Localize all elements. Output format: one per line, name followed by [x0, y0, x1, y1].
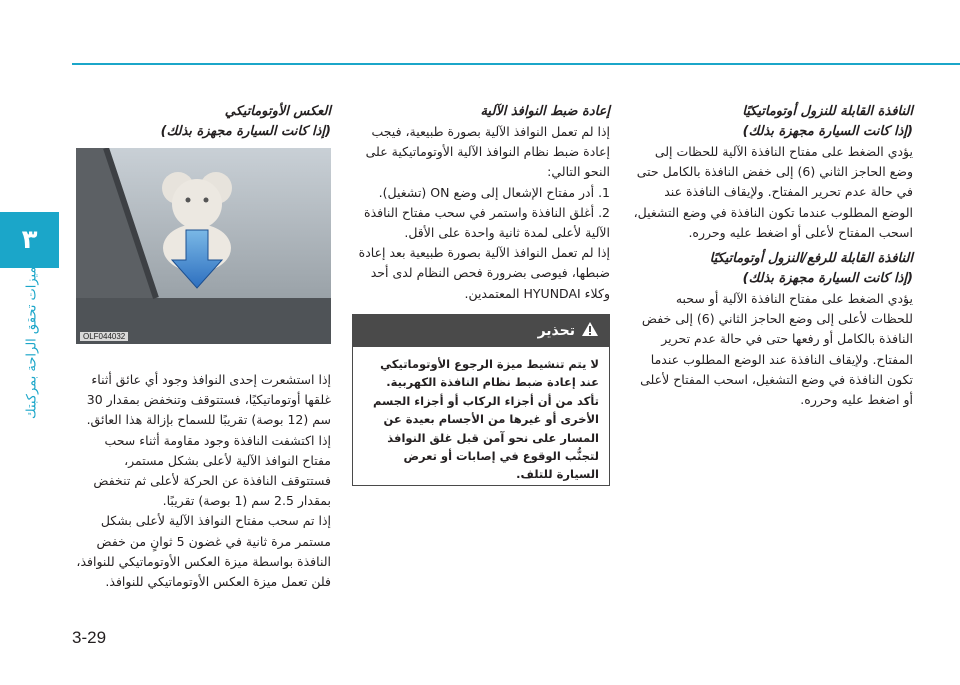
- right-column: [633, 102, 913, 410]
- paragraph-auto-reverse-2: إذا اكتشفت النافذة وجود مقاومة أثناء سحب مفتاح النوافذ الآلية لأعلى بشكل مستمر، فستتوقف النافذة عن الحركة لأعلى ثم تنخفض بمقدار 2.5 سم (1 بوصة) تقريبًا.: [93, 432, 331, 509]
- paragraph-auto-down: يؤدي الضغط على مفتاح النافذة الآلية للحظات إلى وضع الحاجز الثاني (6) إلى خفض النافذة بالكامل حتى في حالة عدم تحرير المفتاح. ولإيقاف النافذة عند الوضع المطلوب عندما تكون النافذة في وضع التشغيل، اسحب المفتاح لأعلى أو اضغط عليه وحرره.: [633, 144, 913, 240]
- heading-reset: إعادة ضبط النوافذ الآلية: [480, 104, 610, 119]
- paragraph-auto-reverse-1: إذا استشعرت إحدى النوافذ وجود أي عائق أثناء غلقها أوتوماتيكيًا، فستتوقف وتنخفض بمقدار 30 سم (12 بوصة) تقريبًا للسماح بإزالة هذا العائق.: [86, 372, 331, 428]
- heading-auto-up-down: النافذة القابلة للرفع/النزول أوتوماتيكيًا: [709, 251, 913, 267]
- warning-triangle-icon: [581, 321, 599, 341]
- section-number: ٣: [21, 225, 38, 255]
- warning-header: [353, 315, 609, 347]
- reset-step-2: 2. أغلق النافذة واستمر في سحب مفتاح النافذة الآلية لأعلى لمدة ثانية واحدة على الأقل.: [364, 204, 610, 241]
- window-illustration: [76, 148, 331, 344]
- paragraph-reset-intro: إذا لم تعمل النوافذ الآلية بصورة طبيعية، فيجب إعادة ضبط نظام النوافذ الآلية الأوتوماتيكية على النحو التالي:: [365, 124, 610, 180]
- image-code: OLF044032: [80, 332, 128, 341]
- heading-auto-up-down-note: (إذا كانت السيارة مجهزة بذلك): [742, 271, 913, 287]
- heading-auto-down-note: (إذا كانت السيارة مجهزة بذلك): [742, 124, 913, 139]
- warning-box: [352, 314, 610, 486]
- middle-column: [352, 102, 610, 304]
- left-column-header: [76, 102, 331, 142]
- section-side-label: ميزات تحقق الراحة بمركبتك: [24, 266, 40, 420]
- warning-text: لا يتم تنشيط ميزة الرجوع الأوتوماتيكي عند إعادة ضبط نظام النافذة الكهربية. تأكد من أن أجزاء الركاب أو أجزاء الجسم الأخرى أو غيرها من الأجسام بعيدة عن المسار على نحو آمن قبل غلق النوافذ لتجنُّب الوقوع في إصابات أو تعرض السيارة للتلف.: [373, 357, 599, 482]
- paragraph-reset-dealer: إذا لم تعمل النوافذ الآلية بصورة طبيعية بعد إعادة ضبطها، فيوصى بضرورة فحص النظام لدى أحد وكلاء HYUNDAI المعتمدين.: [358, 245, 610, 301]
- window-photo: [76, 148, 331, 344]
- top-rule: [72, 63, 960, 65]
- reset-step-1: 1. أدر مفتاح الإشعال إلى وضع ON (تشغيل).: [378, 184, 610, 200]
- paragraph-auto-up-down: يؤدي الضغط على مفتاح النافذة الآلية أو سحبه للحظات لأعلى إلى وضع الحاجز الثاني (6) إلى خفض النافذة بالكامل أو رفعها حتى في حالة عدم تحرير المفتاح. ولإيقاف النافذة عند الوضع المطلوب عندما تكون النافذة في وضع التشغيل، اسحب المفتاح لأعلى أو اضغط عليه وحرره.: [640, 291, 913, 408]
- page-number: 3-29: [72, 628, 107, 647]
- paragraph-auto-reverse-3: إذا تم سحب مفتاح النوافذ الآلية لأعلى بشكل مستمر مرة ثانية في غضون 5 ثوانٍ من خفض النافذة بواسطة ميزة العكس الأوتوماتيكي للنوافذ، فلن تعمل ميزة العكس الأوتوماتيكي للنوافذ.: [76, 513, 331, 590]
- left-column-body: [76, 370, 331, 592]
- heading-auto-down: النافذة القابلة للنزول أوتوماتيكيًا: [742, 104, 913, 119]
- warning-title: تحذير: [537, 323, 575, 339]
- heading-auto-reverse-note: (إذا كانت السيارة مجهزة بذلك): [160, 124, 331, 139]
- section-tab: [0, 212, 59, 268]
- heading-auto-reverse: العكس الأوتوماتيكي: [224, 104, 331, 119]
